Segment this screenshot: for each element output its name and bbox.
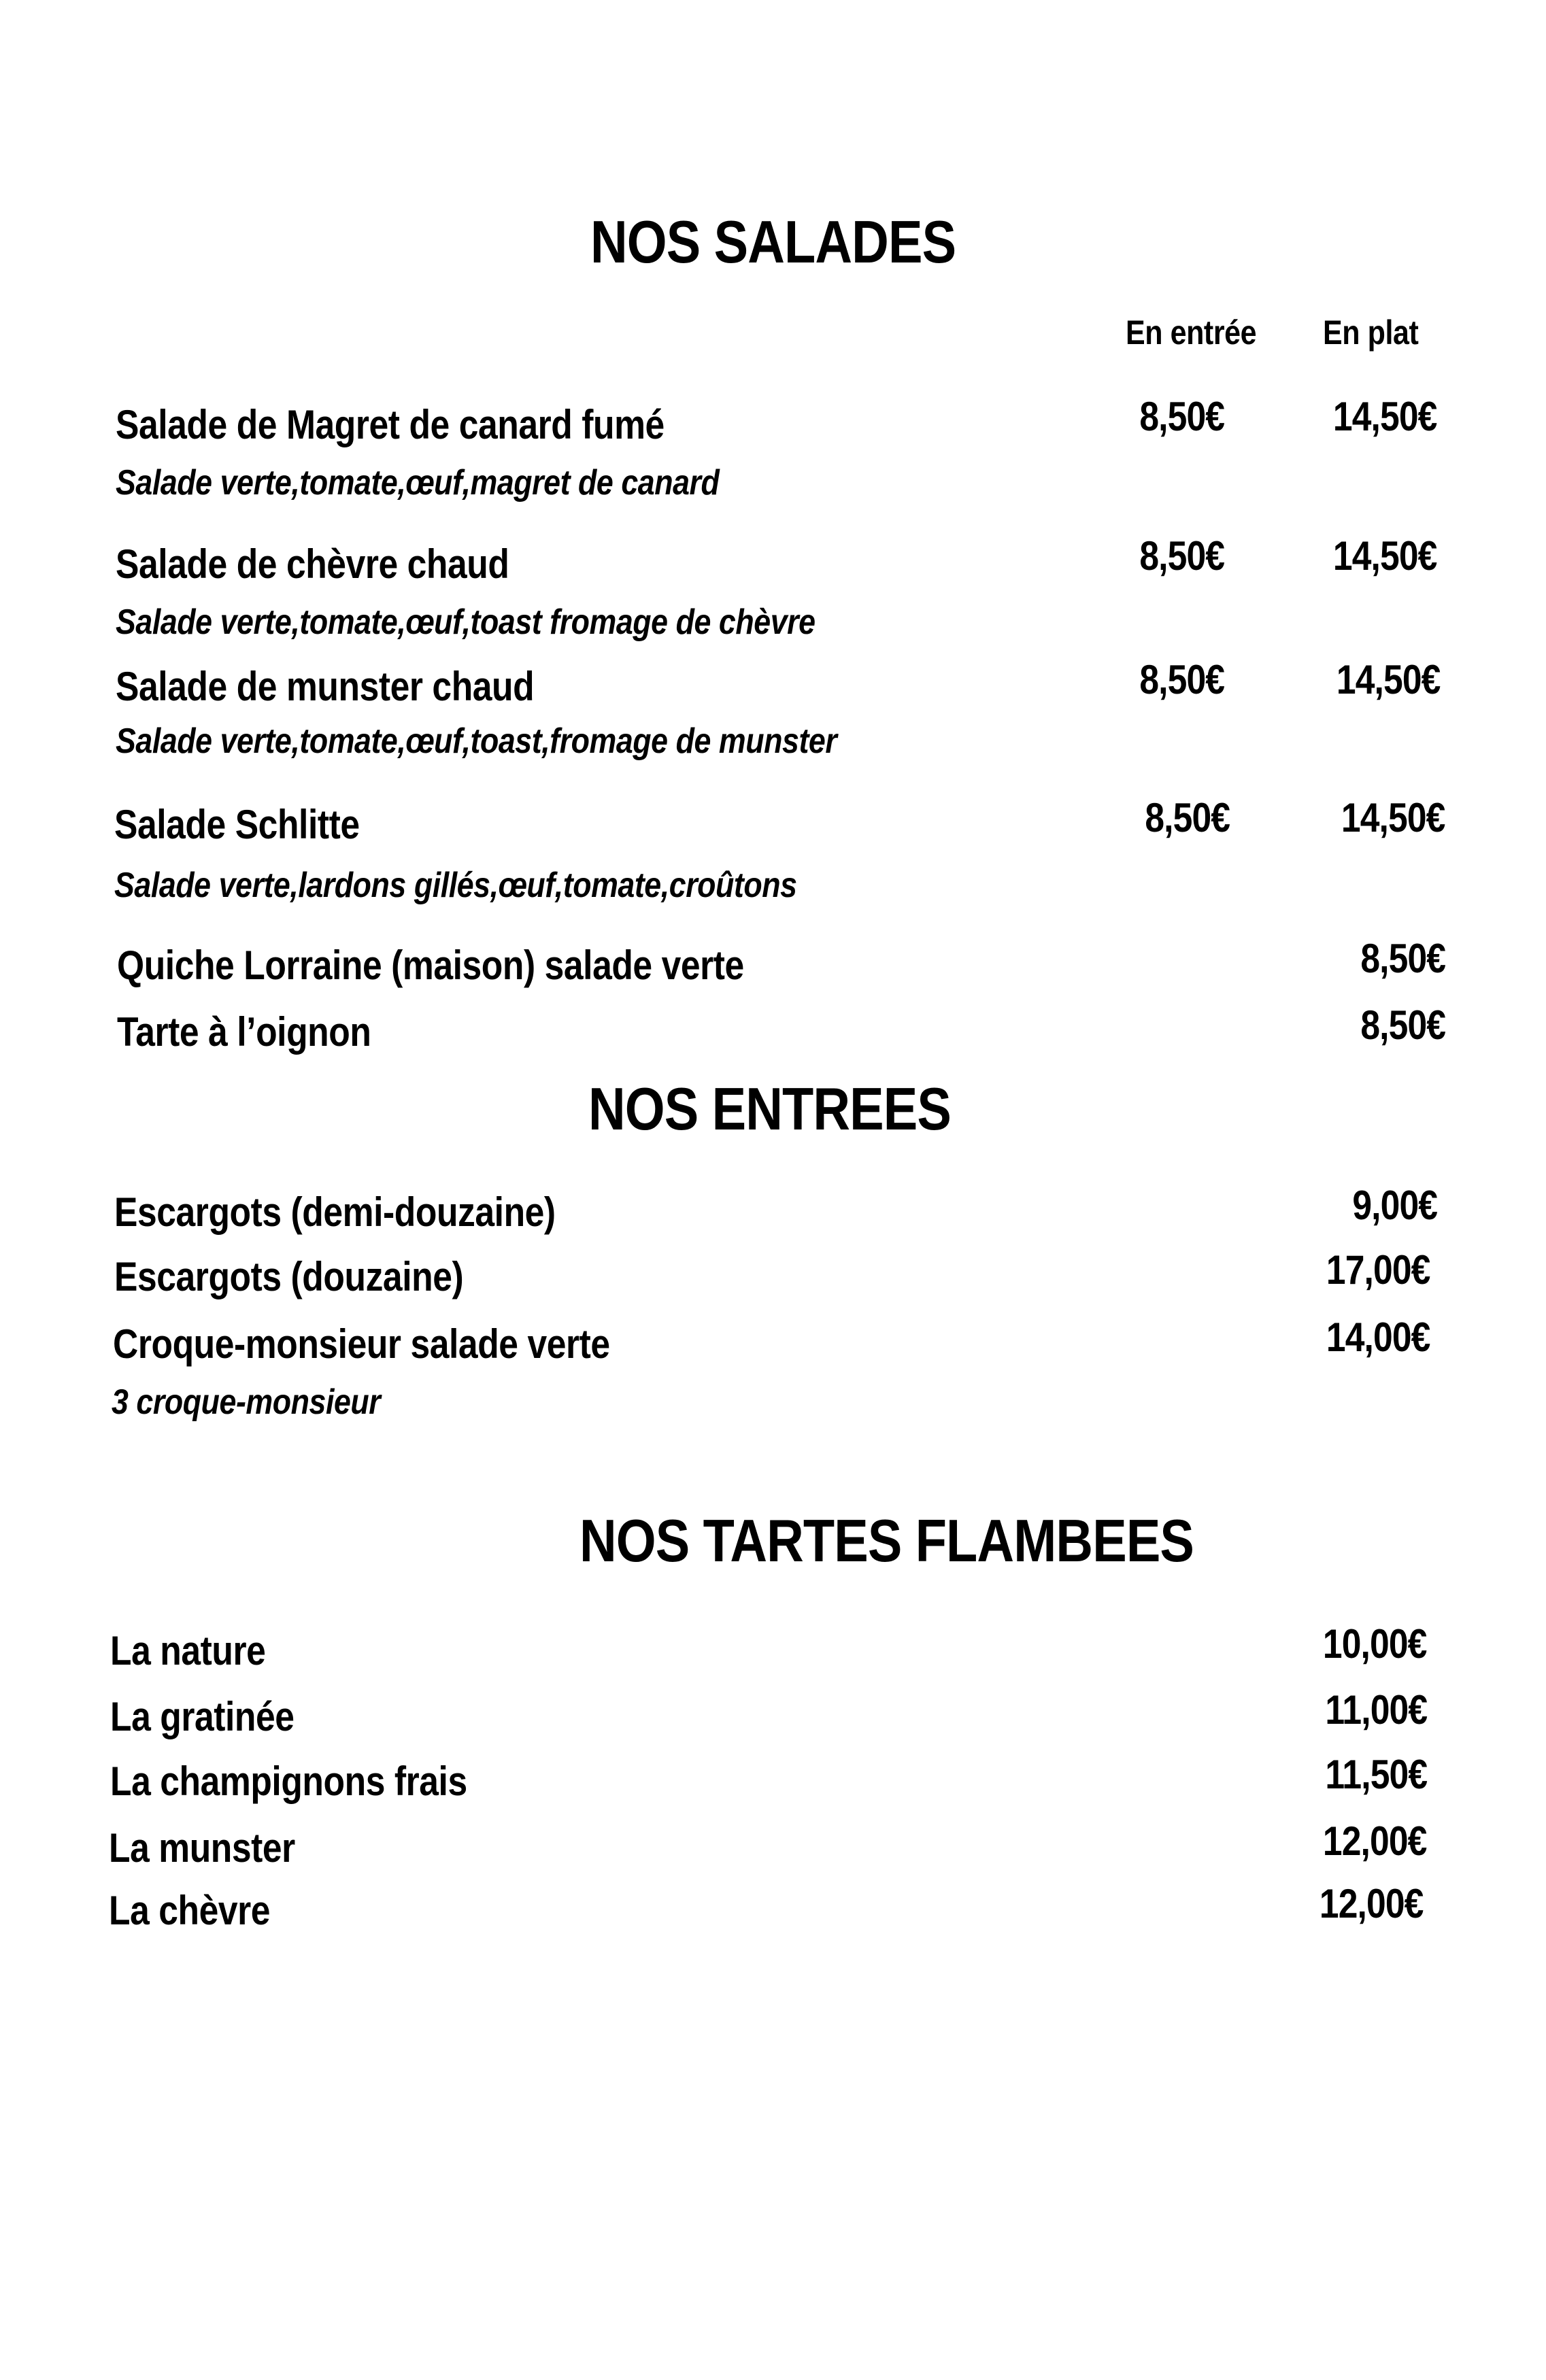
menu-item-name: La chèvre — [109, 1888, 271, 1933]
menu-item-name: Tarte à l’oignon — [117, 1009, 371, 1055]
menu-item-price: 17,00€ — [1326, 1247, 1430, 1293]
menu-item-price: 12,00€ — [1320, 1881, 1424, 1926]
menu-item-name: La champignons frais — [110, 1758, 467, 1804]
price-plat: 14,50€ — [1337, 657, 1441, 702]
section-title-salades: NOS SALADES — [590, 208, 956, 275]
section-title-tartes-flambees: NOS TARTES FLAMBEES — [579, 1507, 1194, 1574]
menu-item-name: Escargots (demi-douzaine) — [114, 1189, 556, 1235]
column-header-entree: En entrée — [1126, 313, 1257, 352]
menu-item-price: 8,50€ — [1360, 936, 1445, 981]
menu-item-description: Salade verte,tomate,œuf,toast fromage de chèvre — [116, 602, 816, 642]
price-entree: 8,50€ — [1139, 394, 1224, 439]
menu-item-name: Quiche Lorraine (maison) salade verte — [117, 942, 744, 988]
menu-item-price: 11,50€ — [1325, 1752, 1427, 1797]
menu-item-price: 8,50€ — [1360, 1002, 1445, 1048]
menu-item-name: Salade de chèvre chaud — [116, 541, 509, 587]
section-title-entrees: NOS ENTREES — [588, 1075, 952, 1142]
menu-item-price: 9,00€ — [1352, 1183, 1437, 1228]
menu-item-name: La munster — [109, 1825, 295, 1871]
menu-item-name: La gratinée — [110, 1694, 295, 1739]
price-plat: 14,50€ — [1341, 795, 1445, 840]
menu-item-price: 11,00€ — [1325, 1687, 1427, 1733]
menu-item-price: 10,00€ — [1323, 1621, 1427, 1667]
menu-item-name: Salade Schlitte — [114, 802, 360, 847]
price-plat: 14,50€ — [1333, 394, 1437, 439]
menu-item-name: La nature — [110, 1628, 266, 1673]
menu-item-price: 14,00€ — [1326, 1314, 1430, 1360]
menu-item-name: Escargots (douzaine) — [114, 1254, 464, 1299]
menu-item-name: Croque-monsieur salade verte — [113, 1321, 610, 1367]
menu-item-description: Salade verte,tomate,œuf,magret de canard — [116, 463, 720, 503]
price-entree: 8,50€ — [1145, 795, 1230, 840]
price-entree: 8,50€ — [1139, 533, 1224, 579]
menu-item-description: Salade verte,lardons gillés,œuf,tomate,croûtons — [114, 866, 797, 905]
menu-item-price: 12,00€ — [1323, 1818, 1427, 1864]
menu-item-description: 3 croque-monsieur — [112, 1382, 381, 1422]
column-header-plat: En plat — [1323, 313, 1419, 352]
menu-item-name: Salade de Magret de canard fumé — [116, 402, 665, 447]
menu-item-name: Salade de munster chaud — [116, 664, 535, 709]
price-entree: 8,50€ — [1139, 657, 1224, 702]
menu-item-description: Salade verte,tomate,œuf,toast,fromage de munster — [116, 721, 837, 761]
price-plat: 14,50€ — [1333, 533, 1437, 579]
